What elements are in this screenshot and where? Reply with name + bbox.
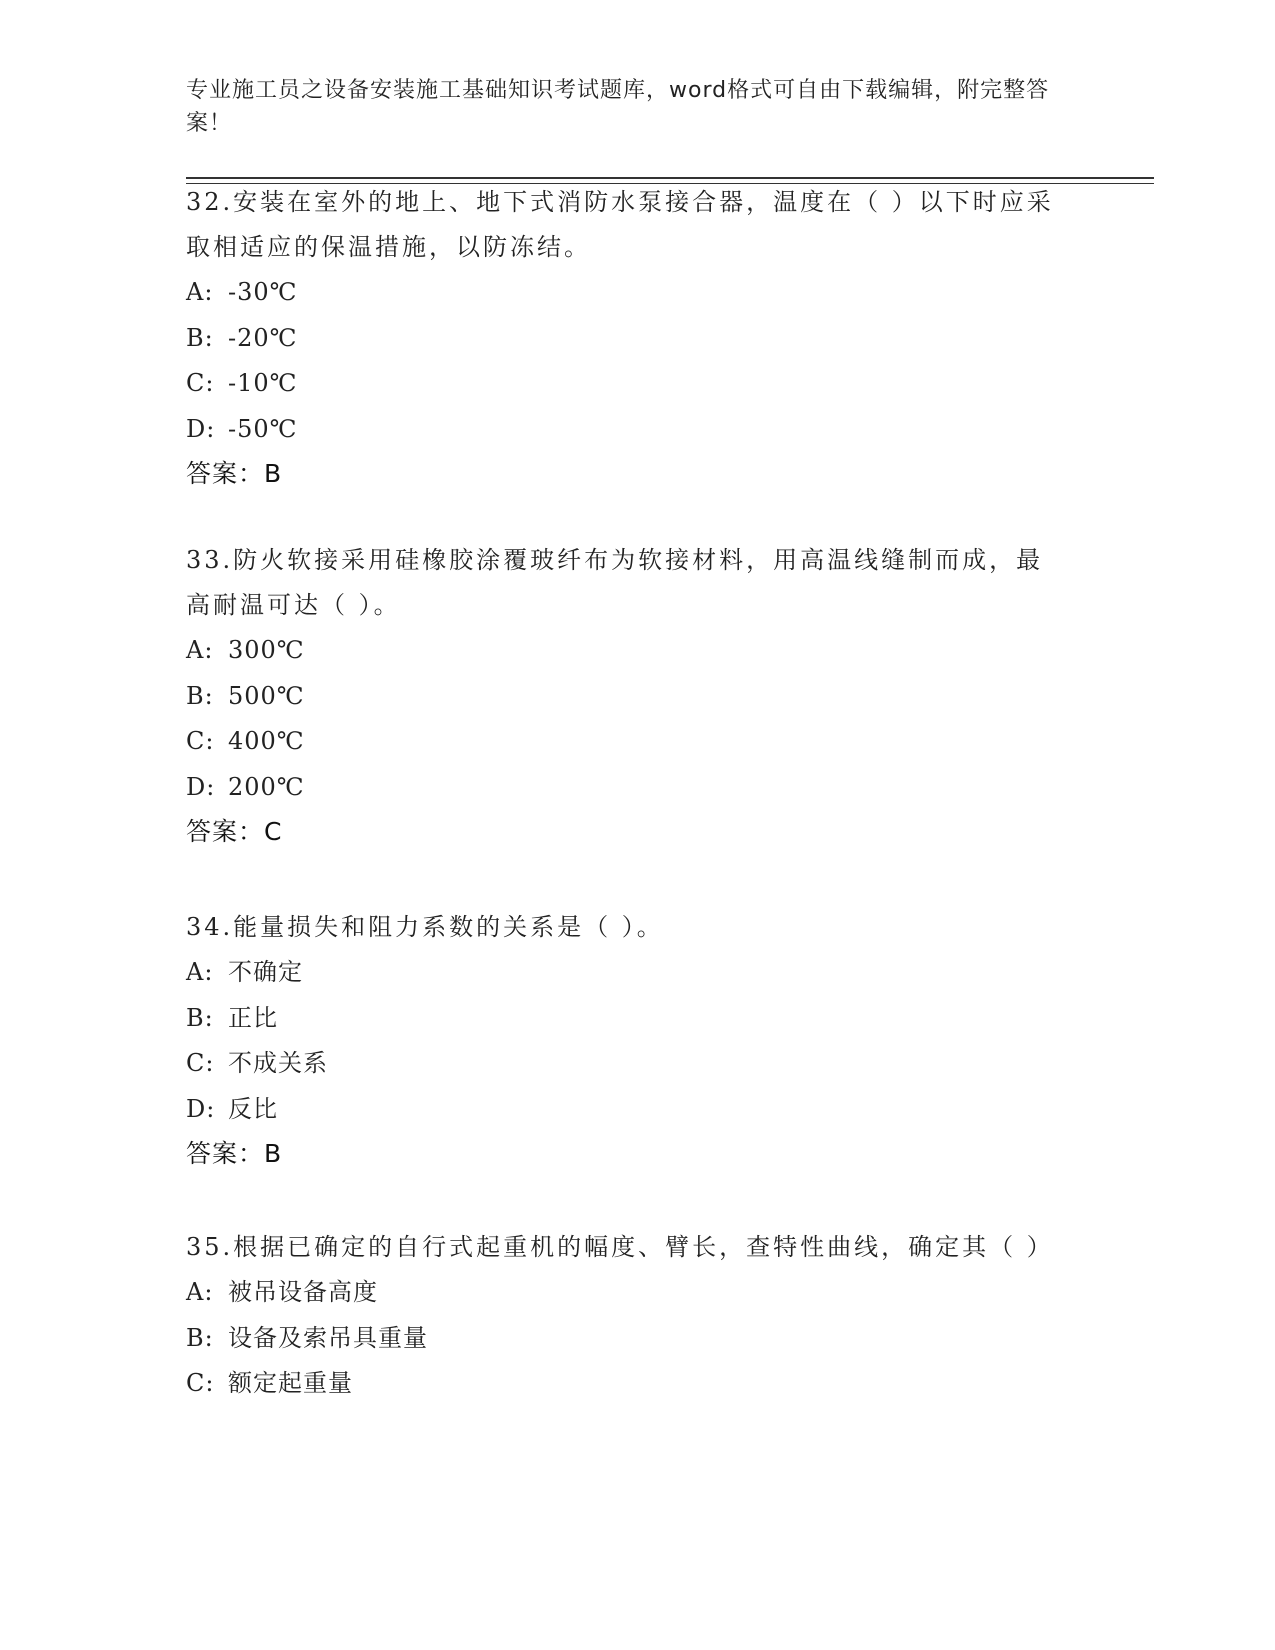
option-value: -20℃ [228,323,298,352]
option-value: 400℃ [228,727,305,755]
option-value: 被吊设备高度 [228,1278,378,1306]
option-a [186,950,1066,996]
option-key: B: [186,1323,214,1352]
question-35 [186,1225,1066,1407]
option-value: 正比 [228,1003,278,1032]
option-key: B: [186,323,214,352]
option-a [186,1270,1066,1316]
question-text: 34.能量损失和阻力系数的关系是（ ）。 [186,913,664,941]
option-key: C: [186,727,215,755]
option-d [186,1087,1066,1133]
option-key: B: [186,681,214,710]
option-key: A: [186,958,214,986]
option-b [186,1316,1066,1362]
option-d [186,765,1066,811]
option-value: -30℃ [228,278,298,306]
option-key: C: [186,1369,215,1397]
question-text: 33.防火软接采用硅橡胶涂覆玻纤布为软接材料，用高温线缝制而成，最高耐温可达（ ）。 [186,546,1044,619]
header-divider-thick [186,177,1154,179]
option-a [186,628,1066,674]
question-text: 32.安装在室外的地上、地下式消防水泵接合器，温度在（ ）以下时应采取相适应的保温措施，以防冻结。 [186,188,1054,261]
option-key: D: [186,414,216,443]
question-32 [186,180,1066,496]
option-value: 反比 [228,1094,278,1123]
option-key: A: [186,1278,214,1306]
option-value: 200℃ [228,772,305,801]
option-value: 不确定 [228,958,303,986]
option-c [186,1041,1066,1087]
option-value: -50℃ [228,414,298,443]
answer-text: 答案：C [186,817,283,846]
question-34 [186,905,1066,1176]
option-value: -10℃ [228,369,298,397]
option-value: 不成关系 [228,1049,328,1077]
option-value: 额定起重量 [228,1369,353,1397]
header-title: 专业施工员之设备安装施工基础知识考试题库，word格式可自由下载编辑，附完整答案！ [186,78,1050,136]
option-key: D: [186,1094,216,1123]
option-key: C: [186,369,215,397]
option-c [186,361,1066,407]
option-key: A: [186,636,214,664]
option-value: 500℃ [228,681,305,710]
question-33 [186,538,1066,854]
option-value: 300℃ [228,636,305,664]
option-d [186,407,1066,453]
option-key: C: [186,1049,215,1077]
option-b [186,674,1066,720]
question-text: 35.根据已确定的自行式起重机的幅度、臂长，查特性曲线，确定其（ ） [186,1233,1054,1261]
option-b [186,996,1066,1042]
option-key: B: [186,1003,214,1032]
option-c [186,719,1066,765]
option-b [186,316,1066,362]
option-key: D: [186,772,216,801]
answer-text: 答案：B [186,1139,283,1168]
option-key: A: [186,278,214,306]
option-a [186,270,1066,316]
option-value: 设备及索吊具重量 [228,1323,428,1352]
page-header [186,74,1066,140]
answer-text: 答案：B [186,459,283,488]
option-c [186,1361,1066,1407]
